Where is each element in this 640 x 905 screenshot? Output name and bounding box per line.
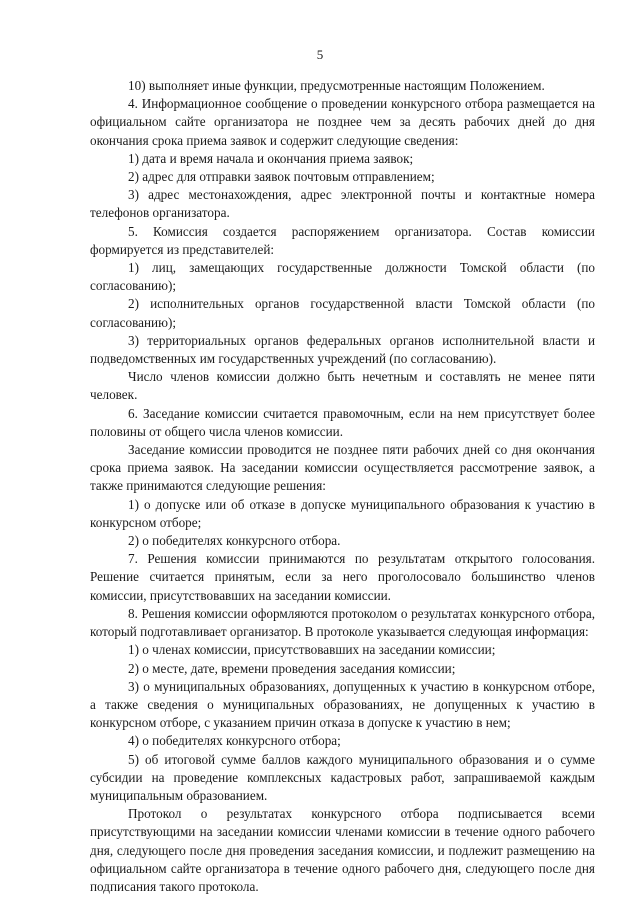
paragraph-section-6-item-1: 1) о допуске или об отказе в допуске муниципального образования к участию в конкурсном отборе; xyxy=(90,496,595,530)
paragraph-section-6: 6. Заседание комиссии считается правомочным, если на нем присутствует более половины от общего числа членов комиссии. xyxy=(90,405,595,439)
paragraph-item-10: 10) выполняет иные функции, предусмотренные настоящим Положением. xyxy=(128,78,545,93)
paragraph-section-8-item-3: 3) о муниципальных образованиях, допущенных к участию в конкурсном отборе, а также сведения о муниципальных образованиях, не допущенных к участию в конкурсном отборе, с указанием причин отказа в допуске к участию в нем; xyxy=(90,678,595,731)
paragraph-section-4-item-1: 1) дата и время начала и окончания приема заявок; xyxy=(128,150,414,166)
paragraph-section-8-item-1: 1) о членах комиссии, присутствовавших на заседании комиссии; xyxy=(128,642,496,658)
paragraph-section-5-item-3: 3) территориальных органов федеральных органов исполнительной власти и подведомственных им государственных учреждений (по согласованию). xyxy=(90,332,595,367)
paragraph-section-7: 7. Решения комиссии принимаются по результатам открытого голосования. Решение считается принятым, если за него проголосовало большинство членов комиссии, присутствовавших на заседании комиссии. xyxy=(90,551,595,603)
paragraph-section-5-item-1: 1) лиц, замещающих государственные должности Томской области (по согласованию); xyxy=(90,260,595,294)
paragraph-section-5: 5. Комиссия создается распоряжением организатора. Состав комиссии формируется из представителей: xyxy=(90,223,595,257)
page-number: 5 xyxy=(316,47,324,62)
paragraph-protocol-signing: Протокол о результатах конкурсного отбора подписывается всеми присутствующими на заседании комиссии членами комиссии в течение одного рабочего дня, следующего после дня проведения заседания комиссии, и подлежит размещению на официальном сайте организатора в течение одного рабочего дня, следующего после дня подписания такого протокола. xyxy=(90,806,595,894)
paragraph-section-4: 4. Информационное сообщение о проведении конкурсного отбора размещается на официальном сайте организатора не позднее чем за десять рабочих дней до дня окончания срока приема заявок и содержит следующие сведения: xyxy=(90,96,595,148)
paragraph-section-8: 8. Решения комиссии оформляются протоколом о результатах конкурсного отбора, который подготавливает организатор. В протоколе указывается следующая информация: xyxy=(90,605,595,640)
paragraph-section-4-item-2: 2) адрес для отправки заявок почтовым отправлением; xyxy=(128,169,435,185)
paragraph-section-6-item-2: 2) о победителях конкурсного отбора. xyxy=(128,533,341,549)
paragraph-section-8-item-5: 5) об итоговой сумме баллов каждого муниципального образования и о сумме субсидии на проведение комплексных кадастровых работ, запрашиваемой каждым муниципальным образованием. xyxy=(90,751,595,803)
paragraph-section-5-item-2: 2) исполнительных органов государственной власти Томской области (по согласованию); xyxy=(90,296,595,330)
paragraph-section-6-meeting: Заседание комиссии проводится не позднее пяти рабочих дней со дня окончания срока приема заявок. На заседании комиссии осуществляется рассмотрение заявок, а также принимаются следующие решения: xyxy=(90,442,595,494)
paragraph-section-8-item-2: 2) о месте, дате, времени проведения заседания комиссии; xyxy=(128,660,456,676)
paragraph-section-5-members: Число членов комиссии должно быть нечетным и составлять не менее пяти человек. xyxy=(90,369,595,403)
document-body xyxy=(90,77,595,896)
paragraph-section-8-item-4: 4) о победителях конкурсного отбора; xyxy=(128,733,341,749)
paragraph-section-4-item-3: 3) адрес местонахождения, адрес электронной почты и контактные номера телефонов организатора. xyxy=(90,187,595,221)
